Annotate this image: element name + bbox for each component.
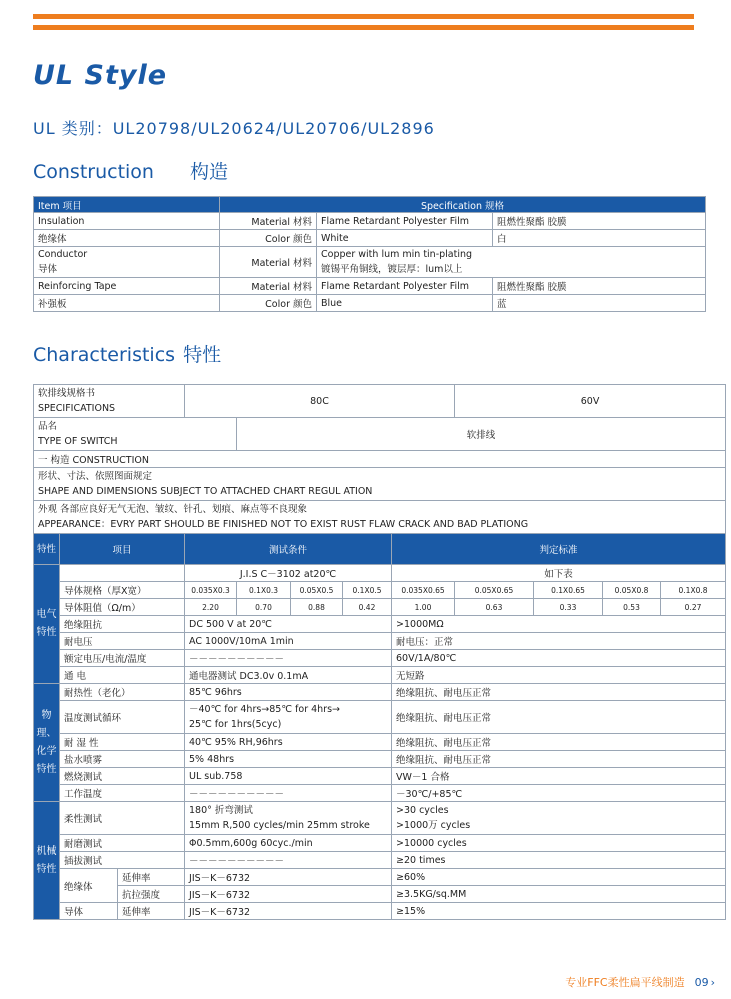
mech-std: >30 cycles >1000万 cycles [392,802,726,835]
jis-cond: J.I.S C－3102 at20℃ [185,565,392,582]
size-label: 导体规格（厚X宽） [60,582,185,599]
mech-subitem: 延伸率 [118,903,185,920]
mech-cond: JIS－K－6732 [185,886,392,903]
item-cell: 补强板 [34,295,220,312]
res-cell: 0.88 [291,599,343,616]
elec-item: 通 电 [60,667,185,684]
head-item: 项目 [60,534,185,565]
attr-cell: Material 材料 [220,247,317,278]
res-label: 导体阻值（Ω/m） [60,599,185,616]
shape-line: 形状、寸法、依照图面规定 SHAPE AND DIMENSIONS SUBJECT TO ATTACHED CHART REGUL ATION [34,468,726,501]
item-cell: Reinforcing Tape [34,278,220,295]
mech-cond: －－－－－－－－－－ [185,852,392,869]
phys-item: 耐 湿 性 [60,734,185,751]
attr-cell: Material 材料 [220,278,317,295]
phys-std: －30℃/+85℃ [392,785,726,802]
side-physical: 物理、化学特性 [34,684,60,802]
size-cell: 0.05X0.8 [603,582,661,599]
head-side: 特性 [34,534,60,565]
size-cell: 0.1X0.65 [534,582,603,599]
mech-std: ≥15% [392,903,726,920]
phys-std: 绝缘阻抗、耐电压正常 [392,684,726,701]
elec-cond: －－－－－－－－－－ [185,650,392,667]
phys-std: VW－1 合格 [392,768,726,785]
mech-std: ≥3.5KG/sq.MM [392,886,726,903]
mech-cond: JIS－K－6732 [185,903,392,920]
name-label: 品名 TYPE OF SWITCH [34,418,237,451]
mech-cond: Φ0.5mm,600g 60cyc./min [185,835,392,852]
phys-item: 燃烧测试 [60,768,185,785]
phys-item: 温度测试循环 [60,701,185,734]
side-electrical: 电气特性 [34,565,60,684]
size-cell: 0.1X0.3 [237,582,291,599]
phys-item: 耐热性（老化） [60,684,185,701]
name-value: 软排线 [237,418,726,451]
cn-cell: 阻燃性聚酯 胶膜 [493,278,706,295]
phys-cond: －40℃ for 4hrs→85℃ for 4hrs→ 25℃ for 1hrs(5cyc) [185,701,392,734]
value-cell: White [317,230,493,247]
elec-std: >1000MΩ [392,616,726,633]
mech-std: ≥60% [392,869,726,886]
mech-item: 插拔测试 [60,852,185,869]
item-cell: 绝缘体 [34,230,220,247]
cn-cell: 阻燃性聚酯 胶膜 [493,213,706,230]
elec-cond: AC 1000V/10mA 1min [185,633,392,650]
elec-cond: 通电器测试 DC3.0v 0.1mA [185,667,392,684]
mech-subitem: 抗拉强度 [118,886,185,903]
item-cell: Conductor 导体 [34,247,220,278]
res-cell: 0.42 [343,599,392,616]
mech-item: 柔性测试 [60,802,185,835]
phys-item: 工作温度 [60,785,185,802]
cn-cell: 蓝 [493,295,706,312]
page-number: 09 [694,976,709,989]
attr-cell: Material 材料 [220,213,317,230]
size-cell: 0.035X0.65 [392,582,455,599]
side-mechanical: 机械特性 [34,802,60,920]
res-cell: 0.53 [603,599,661,616]
res-cell: 2.20 [185,599,237,616]
value-cell: Flame Retardant Polyester Film [317,213,493,230]
elec-cond: DC 500 V at 20℃ [185,616,392,633]
res-cell: 1.00 [392,599,455,616]
chevron-right-icon: › [710,976,715,989]
phys-item: 盐水喷雾 [60,751,185,768]
mech-std: ≥20 times [392,852,726,869]
item-cell: Insulation [34,213,220,230]
size-cell: 0.035X0.3 [185,582,237,599]
mech-cond: 180° 折弯测试 15mm R,500 cycles/min 25mm stroke [185,802,392,835]
footer: 专业FFC柔性扁平线制造 09 › [565,976,715,989]
size-cell: 0.1X0.5 [343,582,392,599]
blank-cell [60,565,185,582]
phys-cond: UL sub.758 [185,768,392,785]
head-spec: Specification 规格 [220,197,706,213]
mech-item: 导体 [60,903,118,920]
value-cell: Blue [317,295,493,312]
res-cell: 0.33 [534,599,603,616]
attr-cell: Color 颜色 [220,295,317,312]
elec-item: 绝缘阻抗 [60,616,185,633]
attr-cell: Color 颜色 [220,230,317,247]
size-cell: 0.1X0.8 [661,582,726,599]
phys-cond: 5% 48hrs [185,751,392,768]
construction-line: 一 构造 CONSTRUCTION [34,451,726,468]
mech-item: 绝缘体 [60,869,118,903]
res-cell: 0.63 [455,599,534,616]
mech-item: 耐磨测试 [60,835,185,852]
characteristics-title: Characteristics 特性 [33,344,222,366]
mech-subitem: 延伸率 [118,869,185,886]
phys-std: 绝缘阻抗、耐电压正常 [392,701,726,734]
cn-cell: 白 [493,230,706,247]
page-title: UL Style [33,60,168,91]
res-cell: 0.70 [237,599,291,616]
spec-temp: 80C [185,385,455,418]
size-cell: 0.05X0.5 [291,582,343,599]
appearance-line: 外观 各部应良好无气无泡、皱纹、针孔、划痕、麻点等不良现象 APPEARANCE：EVRY PART SHOULD BE FINISHED NOT TO EXIST RUST FLAW CRACK AND BAD PLATIONG [34,501,726,534]
elec-std: 无短路 [392,667,726,684]
top-orange-bar-2 [33,25,694,30]
value-cell: Flame Retardant Polyester Film [317,278,493,295]
phys-std: 绝缘阻抗、耐电压正常 [392,734,726,751]
res-cell: 0.27 [661,599,726,616]
as-below: 如下表 [392,565,726,582]
construction-table [33,196,706,312]
construction-title: Construction 构造 [33,161,228,183]
mech-std: >10000 cycles [392,835,726,852]
phys-cond: －－－－－－－－－－ [185,785,392,802]
elec-std: 60V/1A/80℃ [392,650,726,667]
value-cell: Copper with lum min tin-plating 镀锡平角铜线，镀层厚：lum以上 [317,247,706,278]
phys-cond: 40℃ 95% RH,96hrs [185,734,392,751]
phys-std: 绝缘阻抗、耐电压正常 [392,751,726,768]
top-orange-bar [33,14,694,19]
head-std: 判定标准 [392,534,726,565]
elec-std: 耐电压：正常 [392,633,726,650]
spec-label: 软排线规格书 SPECIFICATIONS [34,385,185,418]
spec-volt: 60V [455,385,726,418]
size-cell: 0.05X0.65 [455,582,534,599]
head-item: Item 项目 [34,197,220,213]
elec-item: 耐电压 [60,633,185,650]
mech-cond: JIS－K－6732 [185,869,392,886]
characteristics-table [33,384,726,920]
elec-item: 额定电压/电流/温度 [60,650,185,667]
phys-cond: 85℃ 96hrs [185,684,392,701]
head-cond: 测试条件 [185,534,392,565]
ul-types: UL 类别：UL20798/UL20624/UL20706/UL2896 [33,119,435,138]
